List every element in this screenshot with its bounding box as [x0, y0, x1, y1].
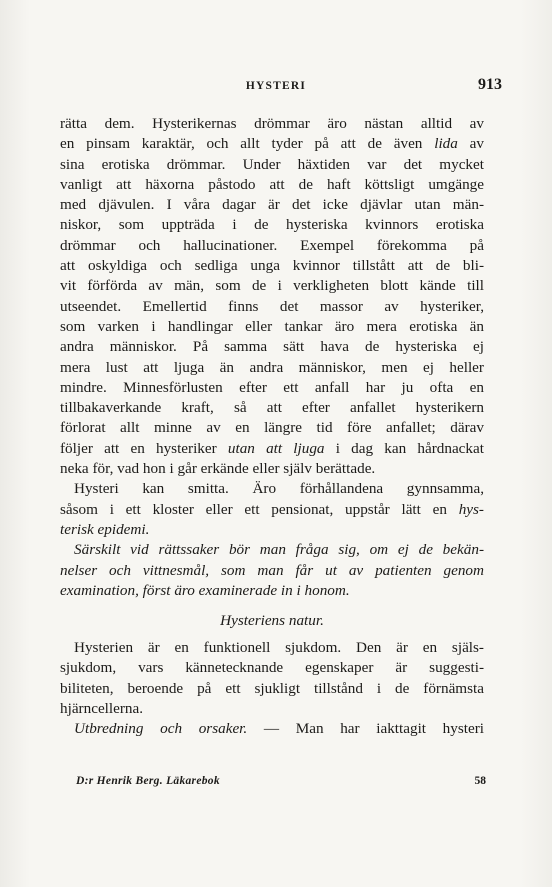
text-line: hjärncellerna. [60, 700, 144, 718]
text-line: terisk epidemi. [60, 520, 150, 538]
footer-imprint: D:r Henrik Berg. Läkarebok [76, 775, 220, 787]
text-line: en pinsam karaktär, och allt tyder på att de även lida av [60, 135, 484, 153]
text-line: drömmar och hallucinationer. Exempel förekomma på [60, 236, 484, 254]
text-line: följer att en hysteriker utan att ljuga i dag kan hårdnackat [60, 439, 484, 457]
text-line: neka för, vad hon i går erkände eller själv berättade. [60, 460, 376, 478]
text-line: biliteten, beroende på ett sjukligt tillstånd i de förnämsta [60, 679, 484, 697]
text-line: examination, först äro examinerade in i honom. [60, 581, 350, 599]
text-line: att oskyldiga och sedliga unga kvinnor tillstått att de bli- [60, 257, 484, 275]
text-line: vit förförda av män, som de i verkligheten blott kände till [60, 277, 484, 295]
text-line: nelser och vittnesmål, som man får ut av patienten genom [60, 561, 484, 579]
text-line: sina erotiska drömmar. Under häxtiden var det mycket [60, 155, 484, 173]
body-text [60, 114, 484, 740]
text-line: niskor, som uppträda i de hysteriska kvinnors erotiska [60, 216, 484, 234]
text-line: sjukdom, vars kännetecknande egenskaper är suggesti- [60, 659, 484, 677]
text-line: med djävulen. I våra dagar är det icke djävlar utan män- [60, 196, 484, 214]
text-line: Hysteri kan smitta. Äro förhållandena gynnsamma, [74, 480, 484, 498]
page-footer [76, 775, 486, 795]
signature-mark: 58 [474, 775, 486, 787]
text-line: mindre. Minnesförlusten efter ett anfall har ju ofta en [60, 378, 484, 396]
text-line: mera lust att ljuga än andra människor, men ej heller [60, 358, 484, 376]
text-line: Särskilt vid rättssaker bör man fråga sig, om ej de bekän- [74, 541, 484, 559]
text-line: som varken i handlingar eller tankar äro mera erotiska än [60, 317, 484, 335]
text-line: tillbakaverkande kraft, så att efter anfallet hysterikern [60, 399, 484, 417]
text-line: utseendet. Emellertid finns det massor av hysteriker, [60, 297, 484, 315]
running-title: HYSTERI [245, 80, 307, 92]
section-heading: Hysteriens natur. [220, 612, 324, 630]
text-line: rätta dem. Hysterikernas drömmar äro nästan alltid av [60, 115, 484, 132]
text-line: andra människor. På samma sätt hava de hysteriska ej [60, 338, 484, 356]
page-header [60, 76, 502, 100]
text-line: förlorat allt minne av en längre tid före anfallet; därav [60, 419, 484, 437]
text-line: såsom i ett kloster eller ett pensionat, uppstår lätt en hys- [60, 500, 484, 518]
page-number: 913 [478, 76, 502, 93]
text-line: vanligt att häxorna påstodo att de haft köttsligt umgänge [60, 175, 484, 193]
text-line: Utbredning och orsaker. — Man har iakttagit hysteri [74, 720, 484, 738]
text-line: Hysterien är en funktionell sjukdom. Den är en själs- [74, 639, 484, 657]
